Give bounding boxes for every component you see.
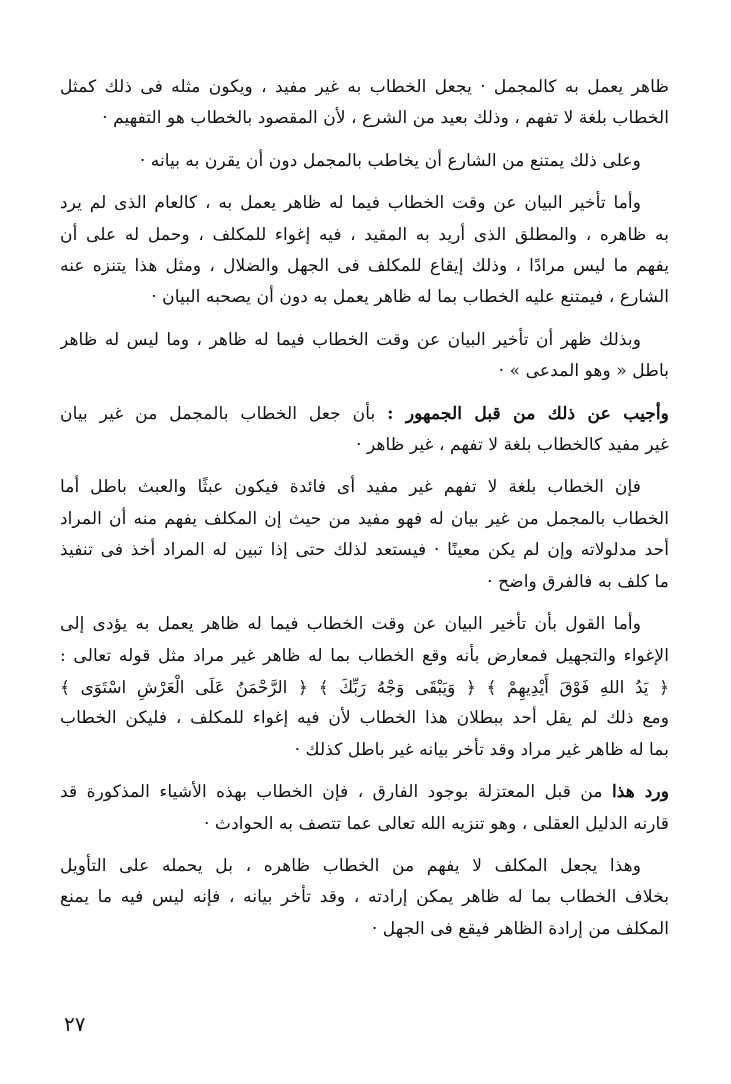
text-line: غير مفيد كالخطاب بلغة لا تفهم ، غير ظاهر · xyxy=(356,435,669,456)
text-run: من قبل المعتزلة بوجود الفارق ، فإن الخطاب بهذه الأشياء المذكورة قد xyxy=(60,782,612,803)
section-lead: ورد هذا xyxy=(611,782,669,803)
paragraph-4 xyxy=(60,325,669,388)
text-line: وعلى ذلك يمتنع من الشارع أن يخاطب بالمجمل دون أن يقرن به بيانه · xyxy=(139,150,641,171)
text-line: وأما تأخير البيان عن وقت الخطاب فيما له ظاهر يعمل به ، كالعام الذى لم يرد xyxy=(60,193,641,214)
quran-verse-line: ﴿ يَدُ اللهِ فَوْقَ أَيْدِيهِمْ ﴾ ﴿ وَيَبْقَى وَجْهُ رَبِّكَ ﴾ ﴿ الرَّحْمَنُ عَلَى الْعَرْشِ اسْتَوَى ﴾ xyxy=(60,676,669,697)
text-line: المكلف من إرادة الظاهر فيقع فى الجهل · xyxy=(371,918,669,939)
paragraph-8 xyxy=(60,777,669,840)
paragraph-9 xyxy=(60,851,669,945)
text-line: قارنه الدليل العقلى ، وهو تنزيه الله تعالى عما تتصف به الحوادث · xyxy=(204,813,669,834)
paragraph-3 xyxy=(60,188,669,314)
paragraph-7 xyxy=(60,609,669,766)
text-line: بخلاف الخطاب بما له ظاهر يمكن إرادته ، وقد تأخر بيانه ، فإنه ليس فيه ما يمنع xyxy=(60,887,669,908)
text-line: أحد مدلولاته وإن لم يكن معينًا · فيستعد لذلك حتى إذا تبين له المراد أخذ فى تنفيذ xyxy=(60,540,669,561)
text-line: بما له ظاهر غير مراد وقد تأخر بيانه غير باطل كذلك · xyxy=(294,739,669,760)
page-number: ٢٧ xyxy=(64,1012,86,1036)
section-lead: وأجيب عن ذلك من قبل الجمهور : xyxy=(387,403,669,424)
text-line: الخطاب بالمجمل من غير بيان له فهو مفيد من حيث إن المكلف يفهم منه أن المراد xyxy=(60,508,669,529)
text-line: ما كلف به فالفرق واضح · xyxy=(487,571,669,592)
text-line: ظاهر يعمل به كالمجمل · يجعل الخطاب به غير مفيد ، ويكون مثله فى ذلك كمثل xyxy=(60,77,669,97)
text-line xyxy=(60,777,669,808)
paragraph-5 xyxy=(60,399,669,462)
text-line: الخطاب بلغة لا تفهم ، وذلك بعيد من الشرع ، لأن المقصود بالخطاب هو التفهيم · xyxy=(102,108,669,129)
text-line: به ظاهره ، والمطلق الذى أريد به المقيد ، فيه إغواء للمكلف ، وحمل له على أن xyxy=(60,224,669,245)
text-line: وأما القول بأن تأخير البيان عن وقت الخطاب فيما له ظاهر يعمل به يؤدى إلى xyxy=(60,614,641,635)
paragraph-6 xyxy=(60,472,669,598)
text-run: بأن جعل الخطاب بالمجمل من غير بيان xyxy=(60,403,388,424)
text-line: الشارع ، فيمتنع عليه الخطاب بما له ظاهر يعمل به دون أن يصحبه البيان · xyxy=(151,287,669,308)
text-line: ومع ذلك لم يقل أحد ببطلان هذا الخطاب لأن فيه إغواء للمكلف ، فليكن الخطاب xyxy=(60,708,669,729)
text-line: وهذا يجعل المكلف لا يفهم من الخطاب ظاهره ، بل يحمله على التأويل xyxy=(60,855,641,876)
text-line: يفهم ما ليس مرادًا ، وذلك إيقاع للمكلف فى الجهل والضلال ، ومثل هذا يتنزه عنه xyxy=(60,256,669,277)
text-line: فإن الخطاب بلغة لا تفهم غير مفيد أى فائدة فيكون عبثًا والعبث باطل أما xyxy=(60,477,641,498)
text-line: الإغواء والتجهيل فمعارض بأنه وقع الخطاب بما له ظاهر غير مراد مثل قوله تعالى : xyxy=(60,645,669,666)
paragraph-1 xyxy=(60,72,669,135)
paragraph-2 xyxy=(60,146,669,177)
text-line: باطل « وهو المدعى » · xyxy=(498,361,669,382)
text-line xyxy=(60,399,669,430)
text-line: وبذلك ظهر أن تأخير البيان عن وقت الخطاب فيما له ظاهر ، وما ليس له ظاهر xyxy=(60,329,641,350)
